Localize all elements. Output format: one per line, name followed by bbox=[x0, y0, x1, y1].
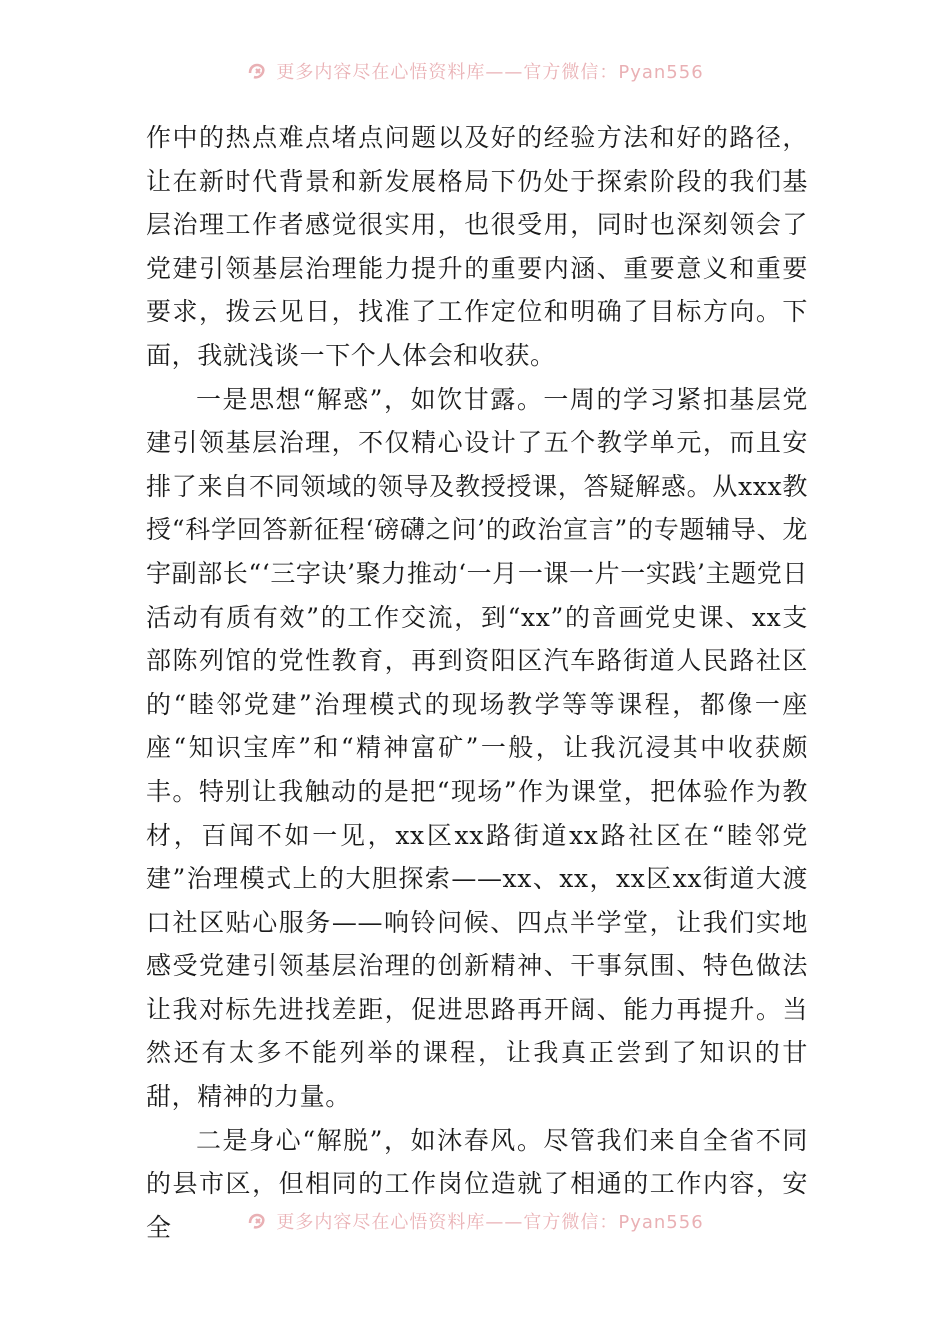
watermark-header bbox=[0, 56, 950, 86]
document-body bbox=[146, 116, 808, 1249]
paragraph-continuation: 作中的热点难点堵点问题以及好的经验方法和好的路径，让在新时代背景和新发展格局下仍处于探索阶段的我们基层治理工作者感觉很实用，也很受用，同时也深刻领会了党建引领基层治理能力提升的重要内涵、重要意义和重要要求，拨云见日，找准了工作定位和明确了目标方向。下面，我就浅谈一下个人体会和收获。 bbox=[146, 123, 808, 370]
watermark-text: 更多内容尽在心悟资料库——官方微信：Pyan556 bbox=[276, 62, 704, 83]
watermark-text: 更多内容尽在心悟资料库——官方微信：Pyan556 bbox=[276, 1212, 704, 1233]
watermark-logo-icon bbox=[246, 1209, 270, 1233]
watermark-logo-icon bbox=[246, 59, 270, 83]
watermark-footer bbox=[0, 1206, 950, 1236]
paragraph-point-two: 二是身心“解脱”，如沐春风。尽管我们来自全省不同的县市区，但相同的工作岗位造就了相通的工作内容，安全 bbox=[146, 1125, 808, 1242]
paragraph-point-one: 一是思想“解惑”，如饮甘露。一周的学习紧扣基层党建引领基层治理，不仅精心设计了五个教学单元，而且安排了来自不同领域的领导及教授授课，答疑解惑。从xxx教授“科学回答新征程‘磅礴之问’的政治宣言”的专题辅导、龙宇副部长“‘三字诀’聚力推动‘一月一课一片一实践’主题党日活动有质有效”的工作交流，到“xx”的音画党史课、xx支部陈列馆的党性教育，再到资阳区汽车路街道人民路社区的“睦邻党建”治理模式的现场教学等等课程，都像一座座“知识宝库”和“精神富矿”一般，让我沉浸其中收获颇丰。特别让我触动的是把“现场”作为课堂，把体验作为教材，百闻不如一见，xx区xx路街道xx路社区在“睦邻党建”治理模式上的大胆探索——xx、xx，xx区xx街道大渡口社区贴心服务——响铃问候、四点半学堂，让我们实地感受党建引领基层治理的创新精神、干事氛围、特色做法让我对标先进找差距，促进思路再开阔、能力再提升。当然还有太多不能列举的课程，让我真正尝到了知识的甘甜，精神的力量。 bbox=[146, 384, 808, 1112]
